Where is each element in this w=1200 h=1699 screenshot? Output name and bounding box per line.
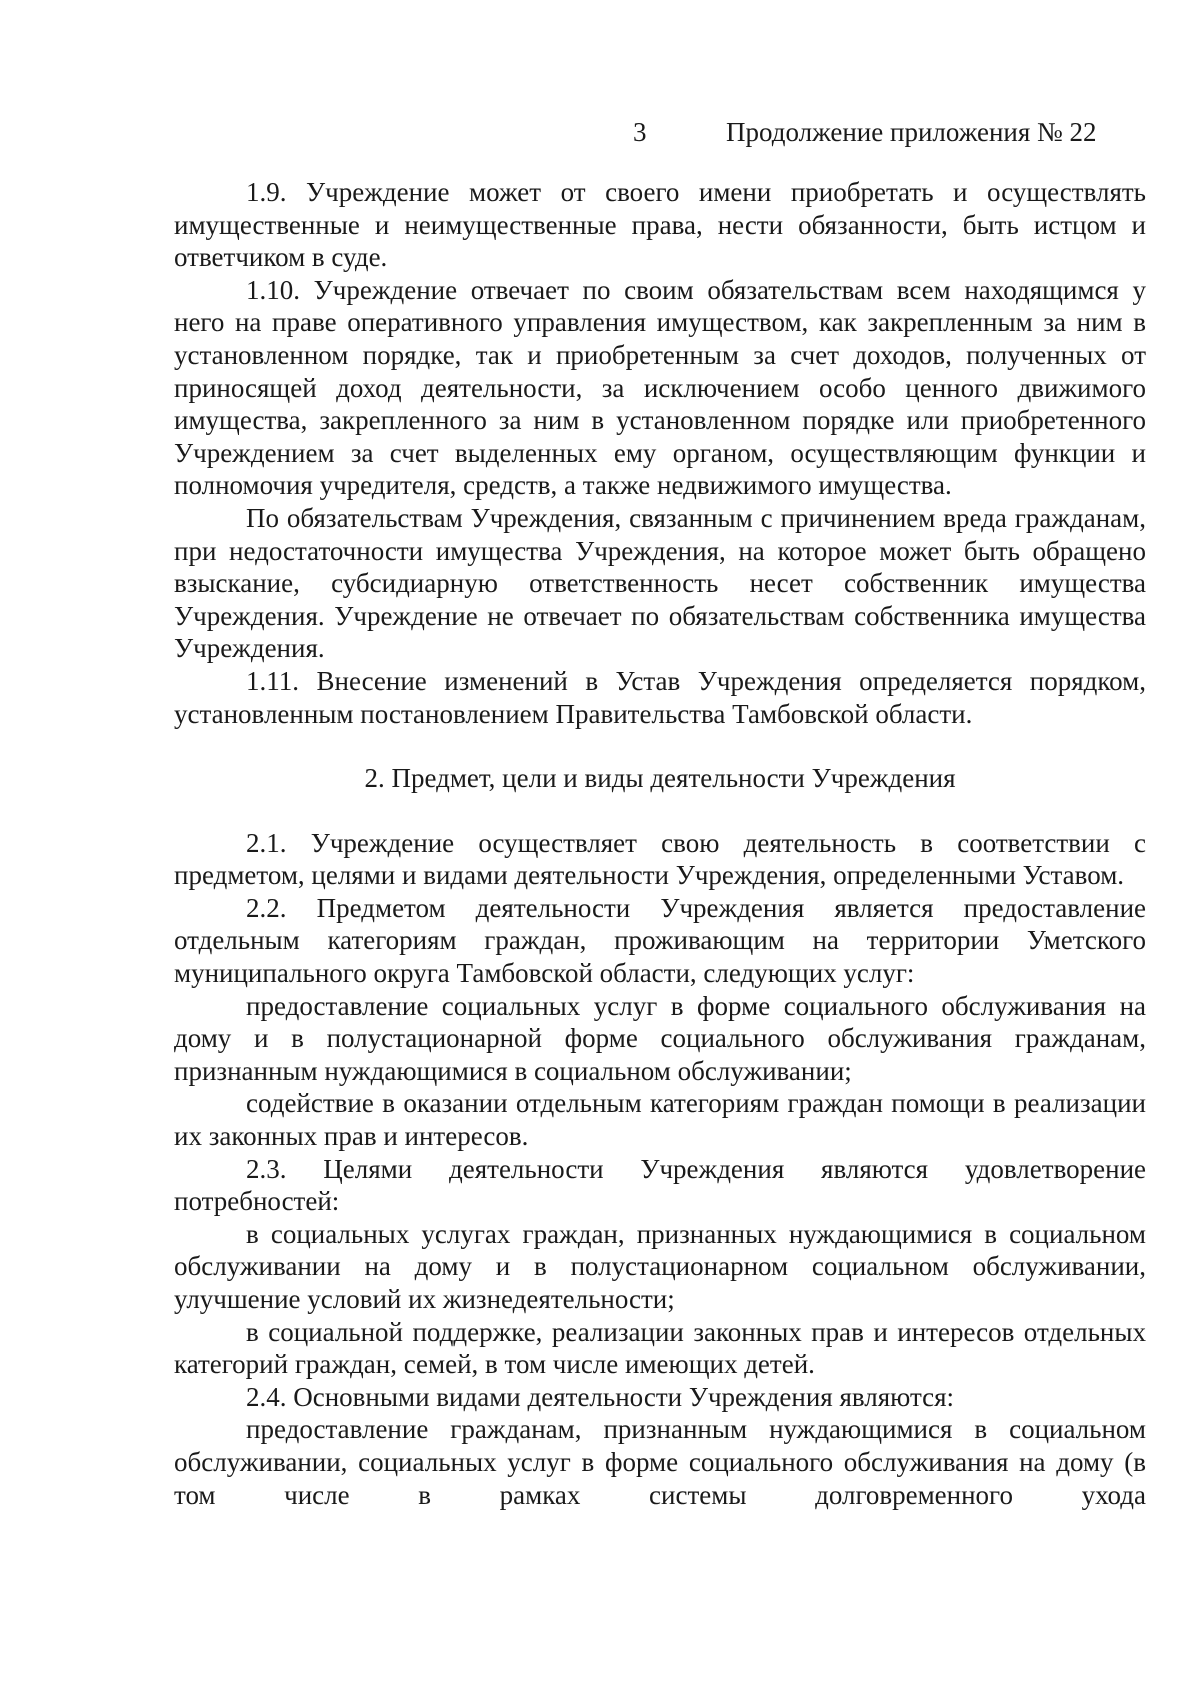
paragraph-2-2: 2.2. Предметом деятельности Учреждения является предоставление отдельным категориям граждан, проживающим на территории Уметского муниципального округа Тамбовской области, следующих услуг: [174,892,1146,989]
document-body [174,176,1146,1511]
appendix-continuation-caption: Продолжение приложения № 22 [726,117,1097,147]
paragraph-1-10-liability: По обязательствам Учреждения, связанным с причинением вреда гражданам, при недостаточности имущества Учреждения, на которое может быть обращено взыскание, субсидиарную ответственность несет собственник имущества Учреждения. Учреждение не отвечает по обязательствам собственника имущества Учреждения. [174,502,1146,664]
paragraph-2-1: 2.1. Учреждение осуществляет свою деятельность в соответствии с предметом, целями и видами деятельности Учреждения, определенными Уставом. [174,827,1146,891]
section-2-title: 2. Предмет, цели и виды деятельности Учреждения [364,763,956,794]
paragraph-1-9: 1.9. Учреждение может от своего имени приобретать и осуществлять имущественные и неимущественные права, нести обязанности, быть истцом и ответчиком в суде. [174,177,1146,273]
paragraph-2-3-goal-support: в социальной поддержке, реализации законных прав и интересов отдельных категорий граждан, семей, в том числе имеющих детей. [174,1316,1146,1380]
paragraph-2-3: 2.3. Целями деятельности Учреждения являются удовлетворение потребностей: [174,1153,1146,1217]
paragraph-1-11: 1.11. Внесение изменений в Устав Учреждения определяется порядком, установленным постановлением Правительства Тамбовской области. [174,665,1146,729]
page-number: 3 [633,117,647,147]
paragraph-2-4: 2.4. Основными видами деятельности Учреждения являются: [246,1381,954,1412]
paragraph-2-3-goal-services: в социальных услугах граждан, признанных нуждающимися в социальном обслуживании на дому и в полустационарном социальном обслуживании, улучшение условий их жизнедеятельности; [174,1218,1146,1314]
paragraph-1-10: 1.10. Учреждение отвечает по своим обязательствам всем находящимся у него на праве оперативного управления имуществом, как закрепленным за ним в установленном порядке, так и приобретенным за счет доходов, полученных от приносящей доход деятельности, за исключением особо ценного движимого имущества, закрепленного за ним в установленном порядке или приобретенного Учреждением за счет выделенных ему органом, осуществляющим функции и полномочия учредителя, средств, а также недвижимого имущества. [174,274,1146,501]
page-header [0,112,1200,152]
paragraph-2-2-service-social: предоставление социальных услуг в форме социального обслуживания на дому и в полустационарной форме социального обслуживания гражданам, признанным нуждающимися в социальном обслуживании; [174,990,1146,1086]
paragraph-2-2-service-assistance: содействие в оказании отдельным категориям граждан помощи в реализации их законных прав и интересов. [174,1088,1146,1152]
paragraph-2-4-home-services: предоставление гражданам, признанным нуждающимися в социальном обслуживании, социальных услуг в форме социального обслуживания на дому (в том числе в рамках системы долговременного ухода [174,1414,1146,1510]
